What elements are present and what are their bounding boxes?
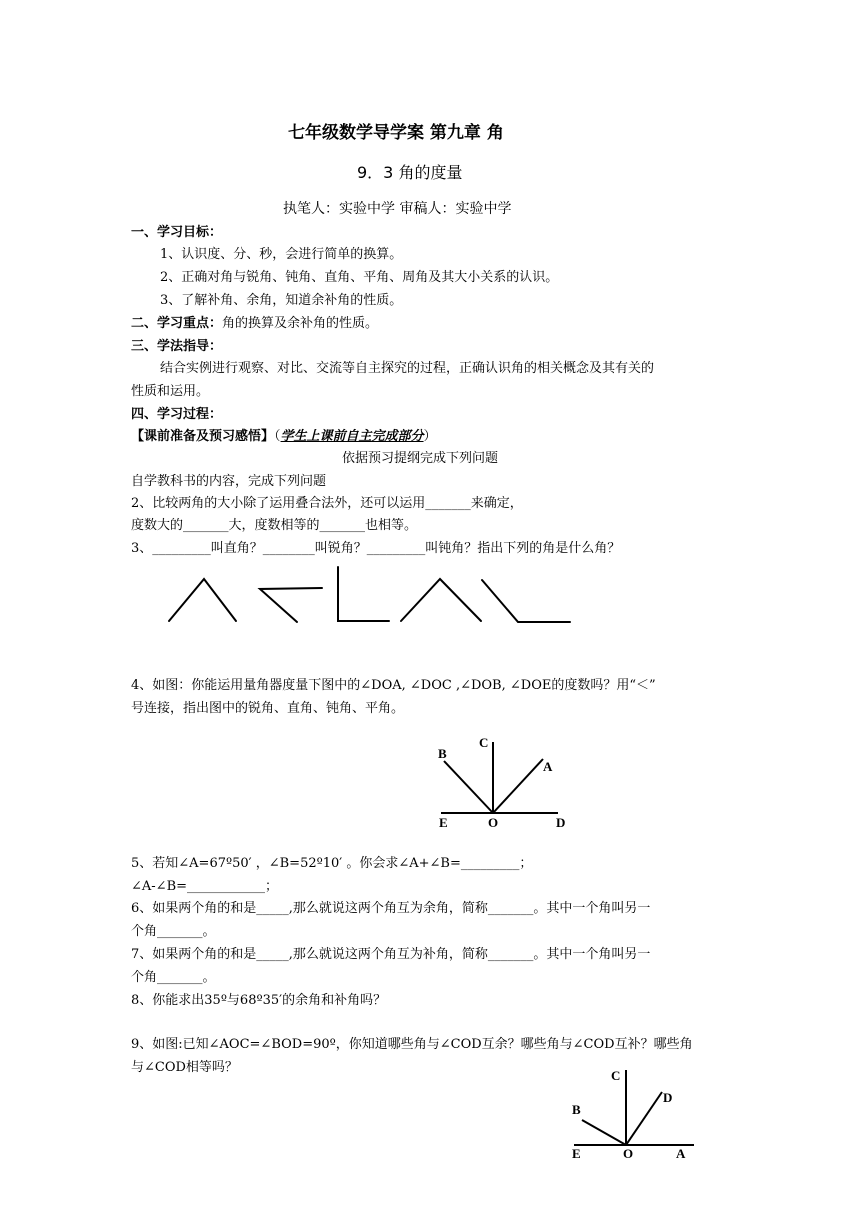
question-6a: 6、如果两个角的和是_____,那么就说这两个角互为余角，简称_______。其中一个角叫另一 <box>131 901 651 916</box>
fig2-label-E: E <box>572 1146 581 1161</box>
focus-text: 角的换算及余补角的性质。 <box>222 316 379 331</box>
fig2-label-D: D <box>663 1090 673 1105</box>
question-2b: 度数大的_______大，度数相等的_______也相等。 <box>131 518 418 533</box>
ray-OB <box>582 1120 626 1145</box>
goals-heading: 一、学习目标： <box>131 225 223 240</box>
section-title: 9．3 角的度量 <box>357 163 463 182</box>
question-6b: 个角_______。 <box>131 924 216 939</box>
question-7a: 7、如果两个角的和是_____,那么就说这两个角互为补角，简称_______。其中一个角叫另一 <box>131 947 651 962</box>
fig1-label-B: B <box>438 746 447 761</box>
question-4a: 4、如图：你能运用量角器度量下图中的∠DOA, ∠DOC ,∠DOB, ∠DOE的度数吗？用“＜” <box>131 678 656 693</box>
question-9a: 9、如图:已知∠AOC=∠BOD=90º，你知道哪些角与∠COD互余？哪些角与∠COD互补？哪些角 <box>131 1037 693 1052</box>
prep-close: ） <box>423 429 437 444</box>
question-5b: ∠A-∠B=____________； <box>131 879 279 894</box>
center-line: 依据预习提纲完成下列问题 <box>342 451 499 466</box>
question-7b: 个角_______。 <box>131 970 216 985</box>
method-text-2: 性质和运用。 <box>131 384 210 399</box>
fig2-label-B: B <box>572 1102 581 1117</box>
focus-heading: 二、学习重点： <box>131 316 223 331</box>
fig1-label-C: C <box>479 735 489 750</box>
fig2-label-O: O <box>623 1146 634 1161</box>
process-heading: 四、学习过程： <box>131 407 223 422</box>
authors-line: 执笔人：实验中学 审稿人：实验中学 <box>283 201 512 217</box>
question-2a: 2、比较两角的大小除了运用叠合法外，还可以运用_______来确定， <box>131 496 523 511</box>
question-8: 8、你能求出35º与68º35′的余角和补角吗？ <box>131 993 387 1008</box>
method-heading: 三、学法指导： <box>131 339 223 354</box>
goal-item: 2、正确对角与锐角、钝角、直角、平角、周角及其大小关系的认识。 <box>160 270 559 285</box>
fig1-label-E: E <box>439 815 448 830</box>
fig2-label-A: A <box>676 1146 686 1161</box>
prep-open: （ <box>274 429 281 444</box>
goal-item: 1、认识度、分、秒，会进行简单的换算。 <box>160 247 403 262</box>
prep-note: 学生上课前自主完成部分 <box>280 429 424 444</box>
page-title: 七年级数学导学案 第九章 角 <box>288 123 504 143</box>
fig1-label-D: D <box>556 815 566 830</box>
ray-OD <box>626 1092 662 1145</box>
fig2-label-C: C <box>611 1068 621 1083</box>
fig1-label-A: A <box>543 759 553 774</box>
fig1-label-O: O <box>488 815 499 830</box>
goal-item: 3、了解补角、余角，知道余补角的性质。 <box>160 293 403 308</box>
question-4b: 号连接，指出图中的锐角、直角、钝角、平角。 <box>131 701 405 716</box>
method-text-1: 结合实例进行观察、对比、交流等自主探究的过程，正确认识角的相关概念及其有关的 <box>160 361 655 376</box>
prep-label: 【课前准备及预习感悟】 <box>131 429 275 444</box>
question-5a: 5、若知∠A=67º50′ ，∠B=52º10′ 。你会求∠A+∠B=_________； <box>131 856 533 871</box>
question-3: 3、_________叫直角？________叫锐角？_________叫钝角？指出下列的角是什么角？ <box>131 541 621 556</box>
question-9b: 与∠COD相等吗？ <box>131 1060 238 1075</box>
self-study-line: 自学教科书的内容，完成下列问题 <box>131 474 327 489</box>
